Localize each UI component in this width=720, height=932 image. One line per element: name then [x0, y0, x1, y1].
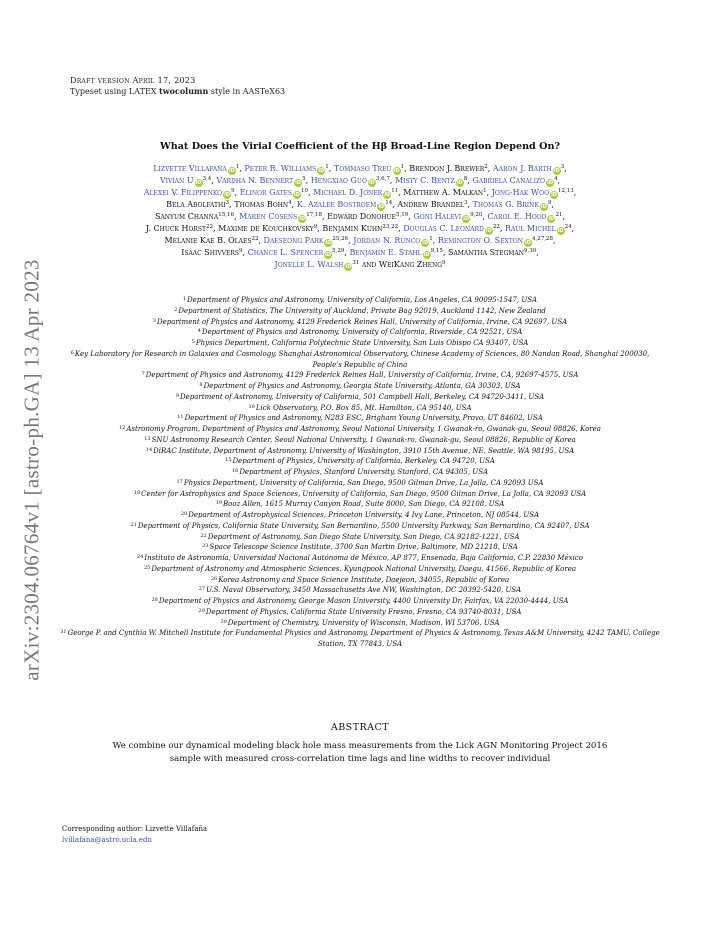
affiliation-item	[56, 338, 664, 349]
affiliation-item	[56, 532, 664, 543]
author[interactable]	[239, 212, 322, 221]
author[interactable]	[297, 200, 393, 209]
affiliation-number: 15	[225, 457, 232, 464]
affiliation-text: George P. and Cynthia W. Mitchell Institute for Fundamental Physics and Astronomy, Department of Physics & Astronomy, Texas A&M University, 4242 TAMU, College Station, TX 77843, USA	[67, 629, 660, 648]
author[interactable]	[349, 248, 442, 257]
affiliation-item	[56, 456, 664, 467]
affiliation-item	[56, 327, 664, 338]
affiliation-number: 7	[141, 371, 145, 378]
typeset-line	[70, 86, 285, 97]
author-affiliation-marker: 5	[302, 176, 306, 183]
author-affiliation-marker: 3	[560, 164, 565, 170]
affiliation-text: Department of Physics, California State University Fresno, Fresno, CA 93740-8031, USA	[205, 607, 522, 616]
orcid-icon[interactable]: iD	[422, 240, 429, 247]
author-name: Remington O. Sexton	[437, 236, 523, 246]
author-name: Peter R. Williams	[244, 164, 317, 173]
affiliation-item	[56, 392, 664, 403]
author-name: Vardha N. Bennert	[216, 176, 294, 186]
affiliation-item	[56, 489, 664, 500]
author-affiliation-marker: 1	[235, 164, 240, 170]
orcid-icon[interactable]: iD	[325, 252, 332, 259]
author[interactable]	[472, 176, 557, 185]
author-affiliation-marker: 9	[239, 248, 243, 255]
author-affiliation-marker: 12,13	[558, 188, 574, 195]
author-name: Maxime de Kouchkovsky	[218, 224, 314, 234]
affiliation-number: 5	[191, 339, 195, 345]
affiliation-item	[56, 542, 664, 553]
affiliation-number: 28	[151, 597, 158, 603]
author-affiliation-marker: 1	[483, 188, 487, 195]
affiliation-number: 26	[210, 575, 218, 582]
affiliation-number: 23	[202, 543, 209, 550]
affiliation-item	[56, 618, 664, 629]
affiliation-text: Korea Astronomy and Space Science Institute, Daejeon, 34055, Republic of Korea	[218, 575, 510, 584]
orcid-icon[interactable]: iD	[423, 252, 430, 259]
orcid-icon[interactable]: iD	[294, 192, 300, 199]
author	[218, 224, 317, 233]
author	[164, 236, 258, 245]
paper-title: What Does the Virial Coefficient of the Hβ Broad-Line Region Depend On?	[159, 141, 561, 152]
affiliation-text: Booz Allen, 1615 Murray Canyon Road, Suite 8000, San Diego, CA 92108, USA	[223, 500, 505, 509]
affiliation-text: U.S. Naval Observatory, 3450 Massachusetts Ave NW, Washington, DC 20392-5420, USA	[206, 586, 522, 595]
author-affiliation-marker: 15,16	[218, 212, 235, 219]
affiliation-text: Department of Physics and Astronomy, 4129 Frederick Reines Hall, University of California, Irvine, CA, 92697-4575, USA	[145, 371, 579, 380]
orcid-icon[interactable]: iD	[224, 192, 231, 199]
author-name: Raúl Michel	[504, 224, 556, 234]
affiliation-list	[56, 295, 664, 650]
author	[327, 212, 408, 221]
affiliation-number: 27	[198, 586, 206, 593]
affiliation-number: 22	[200, 532, 207, 539]
author[interactable]	[488, 212, 563, 221]
author[interactable]	[144, 188, 235, 197]
author-affiliation-marker: 9,20	[470, 212, 483, 219]
author[interactable]	[395, 176, 467, 185]
author-name: Hengxiao Guo	[310, 176, 367, 186]
orcid-icon[interactable]: iD	[384, 192, 391, 199]
author[interactable]	[413, 212, 482, 221]
typeset-prefix: Typeset using	[70, 87, 129, 96]
affiliation-number: 6	[70, 349, 74, 356]
affiliation-item	[56, 381, 664, 392]
affiliation-text: Instituto de Astronomía, Universidad Nacional Autónoma de México, AP 877, Ensenada, Baja California, C.P. 22830 México	[144, 554, 583, 562]
affiliation-text: Lick Observatory, P.O. Box 85, Mt. Hamilton, CA 95140, USA	[255, 403, 472, 412]
author-name: Daeseong Park	[263, 236, 324, 246]
author[interactable]	[244, 164, 328, 173]
author	[322, 224, 398, 233]
author-affiliation-marker: 3	[225, 200, 230, 207]
author-name: Tommaso Treu	[333, 164, 392, 173]
author-name: Samantha Stegman	[447, 248, 525, 258]
draft-header	[70, 76, 285, 97]
orcid-icon[interactable]: iD	[228, 168, 235, 174]
orcid-icon[interactable]: iD	[540, 204, 547, 211]
affiliation-number: 14	[145, 446, 153, 453]
author	[166, 200, 229, 209]
affiliation-number: 3	[152, 317, 156, 324]
author-affiliation-marker: 1	[429, 236, 433, 243]
orcid-icon[interactable]: iD	[547, 180, 554, 187]
affiliation-number: 29	[198, 607, 205, 614]
author-name: Alexei V. Filippenko	[143, 188, 223, 198]
author-name: Jordan N. Runco	[353, 236, 421, 246]
affiliation-item	[56, 435, 664, 446]
author	[403, 188, 486, 197]
author	[146, 224, 213, 233]
orcid-icon[interactable]: iD	[345, 264, 352, 271]
author	[234, 200, 291, 209]
author-name: Edward Donohue	[327, 212, 396, 222]
affiliation-text: Department of Astrophysical Sciences, Princeton University, 4 Ivy Lane, Princeton, NJ 08544, USA	[188, 511, 540, 519]
affiliation-item	[56, 499, 664, 510]
author-affiliation-marker: 9	[231, 188, 235, 195]
author[interactable]	[492, 188, 574, 197]
affiliation-number: 1	[182, 296, 187, 302]
draft-version: Draft version April 17, 2023	[70, 76, 196, 85]
author-name: Misty C. Bentz	[394, 176, 455, 186]
affiliation-number: 24	[137, 554, 144, 560]
affiliation-text: Department of Physics and Astronomy, University of California, Riverside, CA 92521, USA	[201, 328, 523, 337]
author-name: Brendon J. Brewer	[409, 164, 485, 173]
affiliation-item	[56, 585, 664, 596]
affiliation-text: Key Laboratory for Research in Galaxies and Cosmology, Shanghai Astronomical Observatory, Chinese Academy of Sciences, 80 Nandan Road, Shanghai 200030, People's Republic of China	[74, 349, 650, 369]
affiliation-number: 20	[180, 511, 188, 517]
author	[181, 248, 242, 257]
affiliation-number: 30	[220, 618, 227, 625]
author-list	[56, 163, 664, 271]
corresponding-author	[62, 824, 207, 846]
author-affiliation-marker: 4	[554, 176, 558, 183]
author-name: J. Chuck Horst	[145, 224, 207, 234]
author-line: Vivian U iD$^{3,4}$, Vardha N. Bennert $iD^5$, Hengxiao Guo iD$^{3,6,7}$, Misty C. Bentz $iD^8$, Gabriela Canalizo $iD^4$,	[159, 176, 561, 187]
author-affiliation-marker: 9	[442, 260, 446, 267]
author-affiliation-marker: 9	[313, 224, 318, 231]
orcid-icon[interactable]: iD	[368, 180, 375, 187]
author-affiliation-marker: 11	[391, 188, 399, 195]
author-affiliation-marker: 10	[300, 188, 308, 195]
orcid-icon[interactable]: iD	[318, 168, 325, 174]
author-affiliation-marker: 3	[463, 200, 468, 207]
author-affiliation-marker: 9,30	[524, 248, 537, 255]
orcid-icon[interactable]: iD	[295, 180, 302, 187]
affiliation-number: 25	[143, 564, 151, 571]
corresponding-email-link[interactable]: lvillafana@astro.ucla.edu	[62, 836, 152, 844]
author-line: Melanie Kae B. Olaes$^{22}$, Daeseong Park iD$^{25,26}$, Jordan N. Runco $iD^1$, Remington O. Sexton iD$^{4,27,28}$,	[164, 236, 556, 247]
author-name: Aaron J. Barth	[492, 164, 552, 173]
abstract-heading: ABSTRACT	[330, 722, 390, 733]
author-name: Michael D. Joner	[313, 188, 383, 198]
author[interactable]	[313, 188, 398, 197]
author-affiliation-marker: 17,18	[306, 212, 322, 219]
author	[155, 212, 234, 221]
author[interactable]	[274, 260, 359, 269]
author	[379, 260, 446, 269]
affiliation-text: Department of Physics and Astronomy, Georgia State University, Atlanta, GA 30303, USA	[203, 382, 521, 390]
author[interactable]	[248, 248, 345, 257]
author	[409, 164, 488, 173]
author-name: WeiKang Zheng	[378, 260, 442, 270]
author-name: Douglas C. Leonard	[403, 224, 484, 234]
orcid-icon[interactable]: iD	[195, 180, 202, 187]
author[interactable]	[505, 224, 572, 233]
orcid-icon[interactable]: iD	[551, 192, 557, 199]
affiliation-number: 12	[119, 425, 126, 431]
affiliation-item	[56, 403, 664, 414]
affiliation-number: 16	[231, 468, 239, 474]
affiliation-text: Department of Physics and Astronomy, George Mason University, 4400 University Dr, Fairfax, VA 22030-4444, USA	[158, 597, 569, 605]
author[interactable]	[493, 164, 564, 173]
affiliation-item	[56, 349, 664, 371]
affiliation-item	[56, 628, 664, 650]
affiliation-text: Department of Statistics, The University of Auckland, Private Bag 92019, Auckland 1142, New Zealand	[178, 306, 546, 315]
affiliation-number: 2	[174, 306, 178, 313]
author-name: Benjamin Kuhn	[322, 224, 383, 234]
affiliation-number: 13	[144, 435, 151, 442]
affiliation-item	[56, 446, 664, 457]
affiliation-text: Department of Physics and Astronomy, 4129 Frederick Reines Hall, University of California, Irvine, CA 92697, USA	[156, 317, 568, 326]
author-affiliation-marker: 25,26	[332, 236, 349, 243]
affiliation-text: Astronomy Program, Department of Physics and Astronomy, Seoul National University, 1 Gwanak-ro, Gwanak-gu, Seoul 08826, Korea	[126, 425, 601, 433]
author-name: Melanie Kae B. Olaes	[164, 236, 252, 246]
arxiv-stamp-text: arXiv:2304.06764v1 [astro-ph.GA] 13 Apr 2023	[19, 259, 44, 681]
author[interactable]	[153, 164, 239, 173]
author-name: Elinor Gates	[239, 188, 292, 198]
orcid-icon[interactable]: iD	[485, 228, 492, 235]
author[interactable]	[334, 164, 404, 173]
author-affiliation-marker: 3,4	[202, 176, 212, 183]
typeset-style: twocolumn	[159, 86, 209, 96]
affiliation-text: DiRAC Institute, Department of Astronomy, University of Washington, 3910 15th Avenue, NE, Seattle, WA 98195, USA	[153, 446, 575, 455]
author[interactable]	[311, 176, 390, 185]
affiliation-number: 19	[215, 500, 223, 507]
affiliation-text: Department of Astronomy, University of California, 501 Campbell Hall, Berkeley, CA 94720-3411, USA	[180, 392, 545, 401]
author-name: Thomas Bohn	[234, 200, 289, 210]
author[interactable]	[160, 176, 211, 185]
affiliation-text: Space Telescope Science Institute, 3700 San Martin Drive, Baltimore, MD 21218, USA	[209, 543, 518, 552]
author-affiliation-marker: 2	[484, 164, 488, 170]
author-name: Chance L. Spencer	[247, 248, 324, 258]
affiliation-item	[56, 596, 664, 607]
author-line: Isaac Shivvers$^9$, Chance L. Spencer iD$^{5,29}$, Benjamin E. Stahl iD$^{9,15}$, Samantha Stegman$^{9,30}$,	[181, 248, 539, 259]
affiliation-item	[56, 521, 664, 532]
affiliation-item	[56, 306, 664, 317]
author-name: Matthew A. Malkan	[403, 188, 484, 198]
author-name: Thomas G. Brink	[472, 200, 539, 210]
author-name: Jonelle L. Walsh	[274, 260, 344, 270]
affiliation-text: Department of Physics, Stanford University, Stanford, CA 94305, USA	[239, 468, 489, 476]
author-name: Benjamin E. Stahl	[349, 248, 422, 258]
author-name: Carol E. Hood	[487, 212, 547, 222]
author[interactable]	[353, 236, 433, 245]
affiliation-item	[56, 510, 664, 521]
author-affiliation-marker: 9	[547, 200, 552, 207]
affiliation-text: Department of Physics and Astronomy, University of California, Los Angeles, CA 90095-1547, USA	[187, 296, 538, 304]
author[interactable]	[240, 188, 308, 197]
author-affiliation-marker: 8	[463, 176, 468, 183]
author-affiliation-marker: 5,29	[332, 248, 345, 255]
author-name: Bela Abolfathi	[166, 200, 226, 210]
affiliation-number: 9	[175, 392, 179, 399]
affiliation-text: Department of Astronomy, San Diego State University, San Diego, CA 92182-1221, USA	[207, 532, 520, 541]
affiliation-item	[56, 564, 664, 575]
author-name: Maren Cosens	[239, 212, 298, 222]
affiliation-item	[56, 607, 664, 618]
affiliation-text: SNU Astronomy Research Center, Seoul National University, 1 Gwanak-ro, Gwanak-gu, Seoul 08826, Republic of Korea	[151, 435, 576, 444]
author-affiliation-marker: 22	[206, 224, 214, 231]
orcid-icon[interactable]: iD	[548, 216, 555, 223]
author-affiliation-marker: 4	[288, 200, 292, 207]
affiliation-number: 8	[199, 382, 203, 388]
author-name: Andrew Brandel	[397, 200, 464, 210]
affiliation-item	[56, 553, 664, 564]
author-affiliation-marker: 22	[492, 224, 500, 231]
orcid-icon[interactable]: iD	[456, 180, 463, 187]
corresponding-author-label: Corresponding author: Lizvette Villafaña	[62, 825, 208, 833]
orcid-icon[interactable]: iD	[557, 228, 564, 235]
author-affiliation-marker: 1	[400, 164, 405, 170]
affiliation-item	[56, 370, 664, 381]
arxiv-stamp	[12, 10, 52, 930]
author-affiliation-marker: 4,27,28	[531, 236, 553, 243]
affiliation-item	[56, 317, 664, 328]
author-name: Gabriela Canalizo	[472, 176, 546, 186]
author-name: Vivian U	[159, 176, 194, 186]
affiliation-number: 10	[248, 403, 255, 410]
author-affiliation-marker: 9,15	[430, 248, 443, 255]
abstract-text: We combine our dynamical modeling black hole mass measurements from the Lick AGN Monitoring Project 2016 sample with measured cross-correlation time lags and line widths to recover individual	[112, 741, 608, 764]
author-affiliation-marker: 1	[325, 164, 329, 170]
author-line	[56, 259, 664, 271]
affiliation-number: 21	[130, 521, 137, 528]
author-name: Lizvette Villafaña	[153, 164, 227, 173]
affiliation-text: Center for Astrophysics and Space Sciences, University of California, San Diego, 9500 Gilman Drive, La Jolla, CA 92093 USA	[141, 489, 587, 498]
typeset-suffix: style in AASTeX63	[208, 87, 286, 96]
author-line: Lizvette Villafaña $iD^1$, Peter R. Williams $iD^1$, Tommaso Treu $iD^1$, Brendon J. Brewer$^2$, Aaron J. Barth $iD^3$,	[153, 164, 567, 174]
affiliation-text: Department of Physics, California State University, San Bernardino, 5500 University Parkway, San Bernardino, CA 92407, USA	[137, 521, 590, 530]
affiliation-text: Physics Department, California Polytechnic State University, San Luis Obispo CA 93407, USA	[195, 339, 529, 347]
orcid-icon[interactable]: iD	[553, 168, 560, 174]
affiliation-text: Department of Chemistry, University of Wisconsin, Madison, WI 53706, USA	[227, 618, 500, 627]
affiliation-text: Department of Physics, University of California, Berkeley, CA 94720, USA	[232, 457, 495, 466]
affiliation-number: 18	[133, 489, 141, 496]
affiliation-number: 17	[176, 478, 183, 485]
author-affiliation-marker: 5,19	[395, 212, 409, 219]
author-name: K. Azalee Bostroem	[296, 200, 377, 210]
author	[397, 200, 467, 209]
author[interactable]	[438, 236, 553, 245]
orcid-icon[interactable]: iD	[325, 240, 332, 247]
author[interactable]	[473, 200, 552, 209]
author-affiliation-marker: 23,22	[382, 224, 399, 231]
orcid-icon[interactable]: iD	[393, 168, 400, 174]
author[interactable]	[216, 176, 305, 185]
affiliation-item	[56, 295, 664, 306]
affiliation-text: Physics Department, University of California, San Diego, 9500 Gilman Drive, La Jolla, CA 92093 USA	[183, 478, 544, 487]
orcid-icon[interactable]: iD	[299, 216, 306, 223]
author-affiliation-marker: 3,6,7	[375, 176, 390, 183]
author-affiliation-marker: 14	[385, 200, 393, 207]
affiliation-item	[56, 575, 664, 586]
author-name: Jong-Hak Woo	[491, 188, 549, 198]
author-affiliation-marker: 31	[352, 260, 360, 267]
author-line: Bela Abolfathi$^3$, Thomas Bohn$^4$, K. Azalee Bostroem $iD^{14}$, Andrew Brandel$^3$, Thomas G. Brink $iD^9$,	[166, 200, 554, 211]
author-affiliation-marker: 22	[251, 236, 259, 243]
orcid-icon[interactable]: iD	[463, 216, 470, 223]
latex-logo: LATEX	[128, 87, 157, 96]
affiliation-item	[56, 478, 664, 489]
affiliation-number: 31	[60, 629, 67, 636]
author-affiliation-marker: 24	[564, 224, 572, 231]
affiliation-text: Department of Physics and Astronomy, N283 ESC, Brigham Young University, Provo, UT 84602, USA	[184, 414, 543, 423]
affiliation-number: 11	[177, 414, 184, 421]
author-conjunction: and	[359, 260, 379, 270]
author-affiliation-marker: 21	[555, 212, 563, 219]
affiliation-item	[56, 467, 664, 478]
affiliation-number: 4	[197, 328, 201, 335]
affiliation-item	[56, 424, 664, 435]
affiliation-text: Department of Astronomy and Atmospheric Sciences, Kyungpook National University, Daegu, 41566, Republic of Korea	[151, 564, 577, 573]
author-name: Isaac Shivvers	[181, 248, 240, 258]
author	[448, 248, 536, 257]
orcid-icon[interactable]: iD	[378, 204, 385, 211]
orcid-icon[interactable]: iD	[525, 240, 531, 247]
author-line: Sanyum Channa$^{15,16}$, Maren Cosens iD$^{17,18}$, Edward Donohue$^{5,19}$, Goni Halevi iD$^{9,20}$, Carol E. Hood $iD^{21}$,	[154, 212, 566, 223]
author[interactable]	[403, 224, 500, 233]
author-line: J. Chuck Horst$^{22}$, Maxime de Kouchkovsky$^9$, Benjamin Kuhn$^{23,22}$, Douglas C. Leonard $iD^{22}$, Raúl Michel $iD^{24}$,	[145, 224, 575, 235]
author-name: Goni Halevi	[413, 212, 462, 222]
author[interactable]	[264, 236, 349, 245]
author-name: Sanyum Channa	[154, 212, 219, 222]
author-line: Alexei V. Filippenko $iD^9$, Elinor Gates $iD^{10}$, Michael D. Joner $iD^{11}$, Matthew A. Malkan$^1$, Jong-Hak Woo iD$^{12,13}$,	[143, 188, 577, 199]
affiliation-item	[56, 413, 664, 424]
